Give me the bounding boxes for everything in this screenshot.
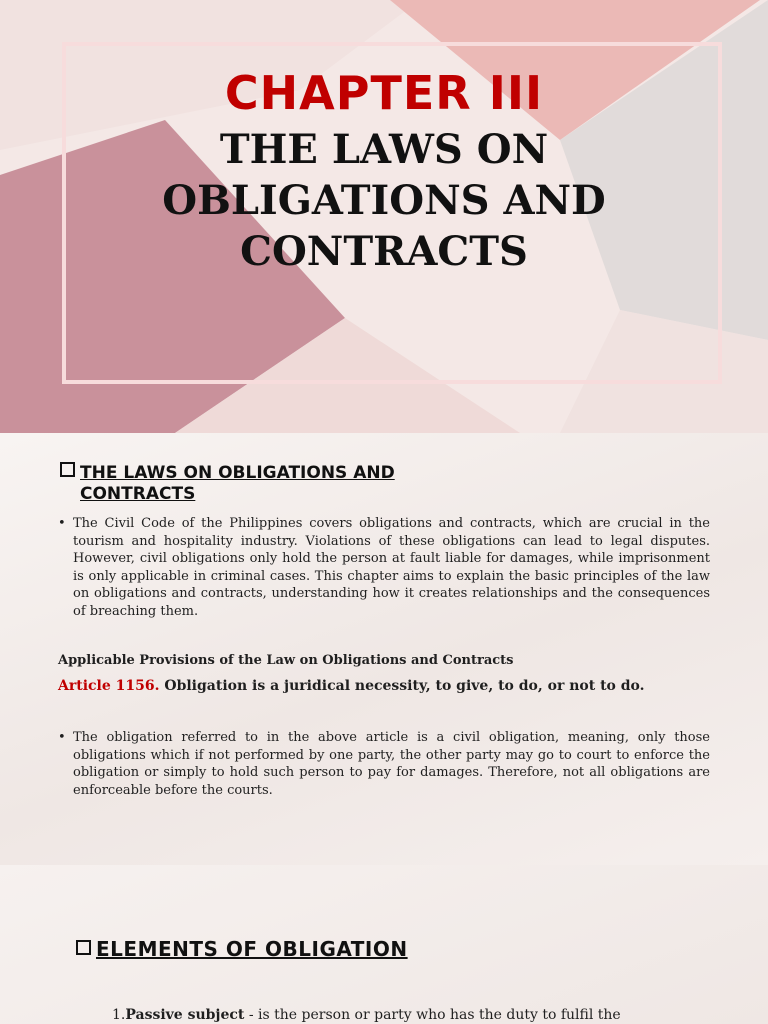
list-item bbox=[112, 1007, 657, 1023]
section-heading bbox=[60, 462, 395, 505]
bullet-paragraph bbox=[58, 515, 710, 620]
article-line bbox=[58, 678, 645, 694]
content-slide bbox=[0, 433, 768, 865]
chapter-title bbox=[0, 124, 768, 277]
section-heading-line: THE LAWS ON OBLIGATIONS AND bbox=[80, 463, 395, 483]
provisions-heading: Applicable Provisions of the Law on Obligations and Contracts bbox=[58, 653, 514, 668]
list-item-term: Passive subject bbox=[125, 1007, 245, 1023]
chapter-title-line: CONTRACTS bbox=[240, 228, 528, 275]
chapter-title-line: THE LAWS ON bbox=[219, 126, 549, 173]
bullet-icon: • bbox=[58, 730, 66, 745]
bullet-paragraph bbox=[58, 729, 710, 799]
paragraph-text: The obligation referred to in the above article is a civil obligation, meaning, only those obligations which if not performed by one party, the other party may go to court to enforce the obligation or simply to hold such person to pay for damages. Therefore, not all obligations are enforceable before the courts. bbox=[73, 730, 710, 798]
bullet-icon: • bbox=[58, 516, 66, 531]
paragraph-text: The Civil Code of the Philippines covers obligations and contracts, which are crucial in the tourism and hospitality industry. Violations of these obligations can lead to legal disputes. However, civil obligations only hold the person at fault liable for damages, while imprisonment is only applicable in criminal cases. This chapter aims to explain the basic principles of the law on obligations and contracts, understanding how it creates relationships and the consequences of breaching them. bbox=[73, 516, 710, 619]
article-number: Article 1156. bbox=[58, 678, 160, 694]
chapter-title-line: OBLIGATIONS AND bbox=[162, 177, 606, 224]
article-text: Obligation is a juridical necessity, to give, to do, or not to do. bbox=[164, 678, 645, 694]
section-heading bbox=[76, 937, 408, 961]
checkbox-bullet-icon bbox=[60, 462, 75, 477]
checkbox-bullet-icon bbox=[76, 940, 91, 955]
title-slide bbox=[0, 0, 768, 433]
list-item-number: 1. bbox=[112, 1007, 126, 1023]
list-item-text: - is the person or party who has the duty to fulfil the bbox=[244, 1007, 621, 1023]
section-heading-line: CONTRACTS bbox=[80, 484, 196, 504]
section-heading-text: ELEMENTS OF OBLIGATION bbox=[96, 937, 408, 961]
content-slide bbox=[0, 865, 768, 1024]
chapter-label: CHAPTER III bbox=[224, 66, 544, 120]
